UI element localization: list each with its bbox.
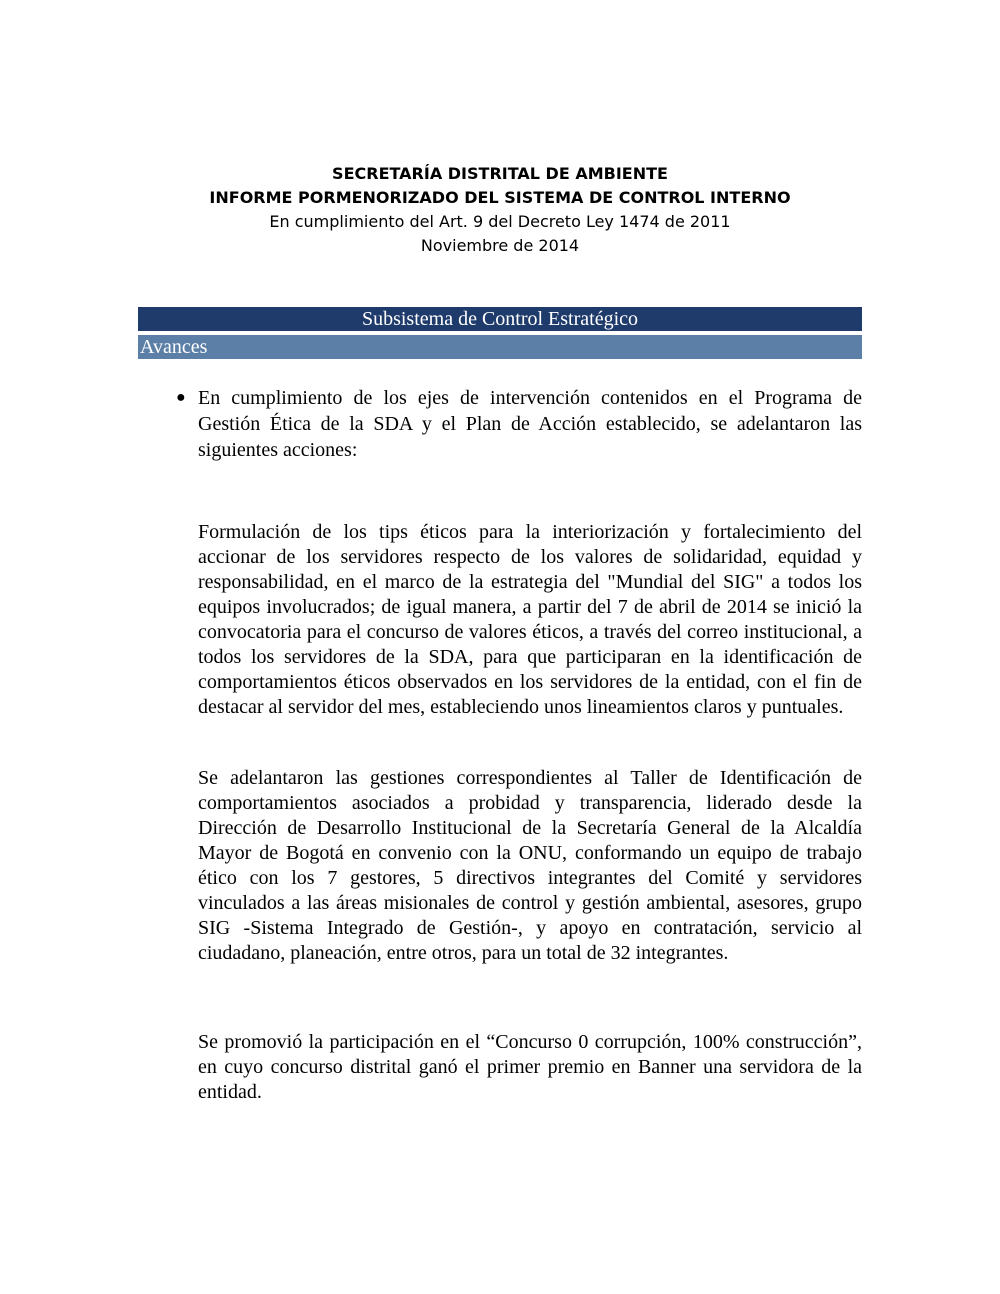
bullet-icon: ● bbox=[176, 389, 186, 406]
bullet-item bbox=[176, 385, 862, 463]
legal-reference: En cumplimiento del Art. 9 del Decreto Ley 1474 de 2011 bbox=[269, 212, 731, 231]
report-date: Noviembre de 2014 bbox=[420, 236, 580, 255]
bullet-text: En cumplimiento de los ejes de intervención contenidos en el Programa de Gestión Ética de la SDA y el Plan de Acción establecido, se adelantaron las siguientes acciones: bbox=[198, 387, 862, 461]
paragraph-workshop: Se adelantaron las gestiones correspondientes al Taller de Identificación de comportamientos asociados a probidad y transparencia, liderado desde la Dirección de Desarrollo Institucional de la Secretaría General de la Alcaldía Mayor de Bogotá en convenio con la ONU, conformando un equipo de trabajo ético con los 7 gestores, 5 directivos integrantes del Comité y servidores vinculados a las áreas misionales de control y gestión ambiental, asesores, grupo SIG -Sistema Integrado de Gestión-, y apoyo en contratación, servicio al ciudadano, planeación, entre otros, para un total de 32 integrantes. bbox=[198, 767, 862, 964]
paragraph-ethics-tips: Formulación de los tips éticos para la interiorización y fortalecimiento del accionar de los servidores respecto de los valores de solidaridad, equidad y responsabilidad, en el marco de la estrategia del "Mundial del SIG" a todos los equipos involucrados; de igual manera, a partir del 7 de abril de 2014 se inició la convocatoria para el concurso de valores éticos, a través del correo institucional, a todos los servidores de la SDA, para que participaran en la identificación de comportamientos éticos observados en los servidores de la entidad, con el fin de destacar al servidor del mes, estableciendo unos lineamientos claros y puntuales. bbox=[198, 521, 862, 718]
section-subtitle-bar: Avances bbox=[138, 335, 862, 359]
institution-title: SECRETARÍA DISTRITAL DE AMBIENTE bbox=[332, 164, 668, 183]
section-title-bar: Subsistema de Control Estratégico bbox=[138, 307, 862, 331]
paragraph-contest: Se promovió la participación en el “Concurso 0 corrupción, 100% construcción”, en cuyo concurso distrital ganó el primer premio en Banner una servidora de la entidad. bbox=[198, 1031, 862, 1103]
report-title: INFORME PORMENORIZADO DEL SISTEMA DE CONTROL INTERNO bbox=[209, 188, 791, 207]
document-header bbox=[0, 162, 1000, 258]
